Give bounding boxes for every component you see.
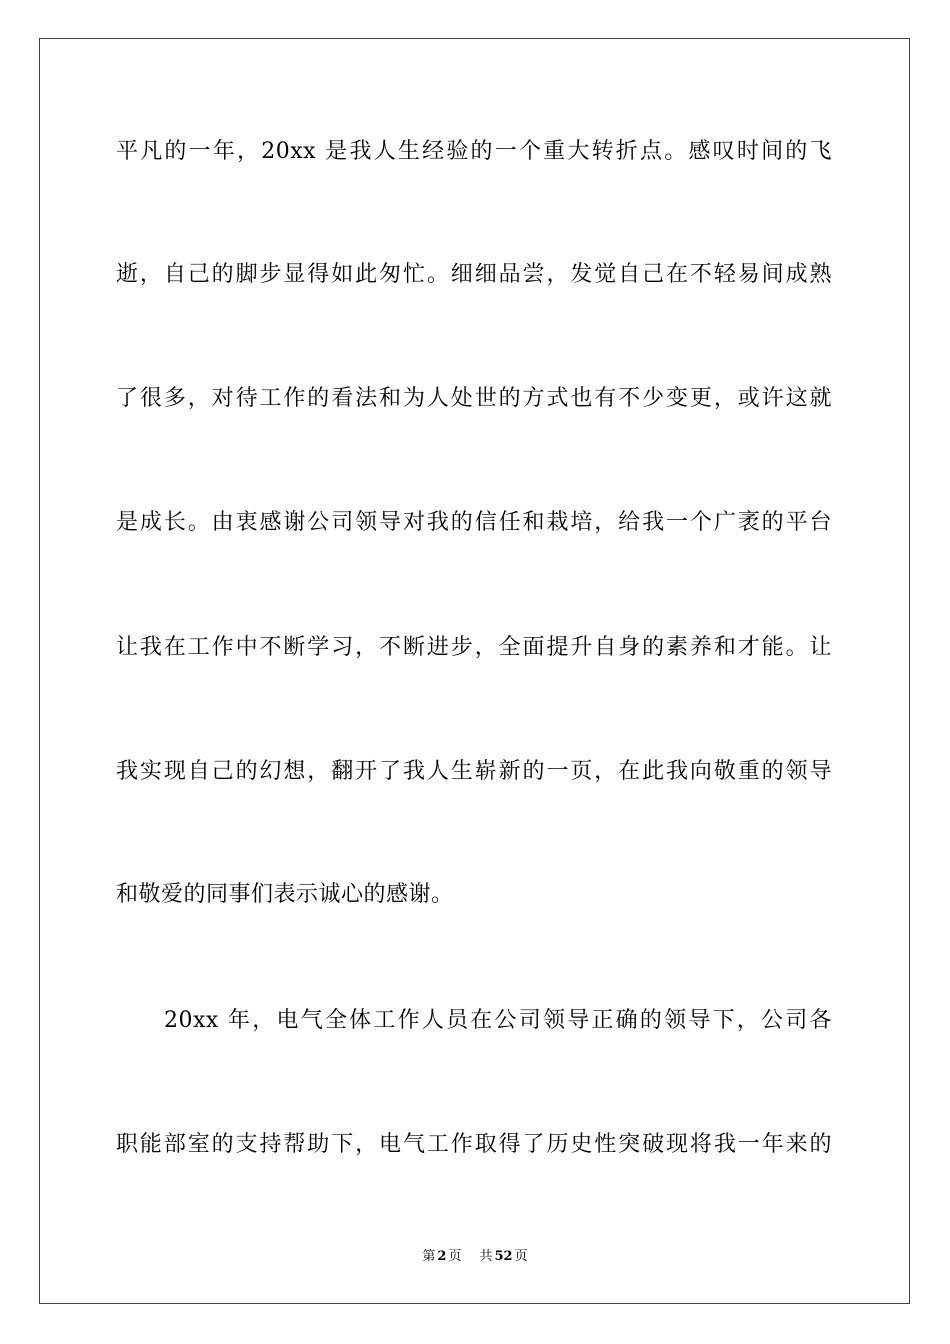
total-prefix: 共 [479, 1249, 493, 1264]
page-number: 2 [437, 1249, 447, 1264]
paragraph-2-line-1: 20xx 年，电气全体工作人员在公司领导正确的领导下，公司各 [164, 1008, 832, 1033]
page-footer [0, 1248, 950, 1266]
total-suffix: 页 [514, 1249, 528, 1264]
page-border [39, 38, 910, 1304]
paragraph-line-5: 让我在工作中不断学习，不断进步，全面提升自身的素养和才能。让 [116, 635, 832, 660]
total-pages: 52 [494, 1249, 513, 1264]
paragraph-2-line-2: 职能部室的支持帮助下，电气工作取得了历史性突破现将我一年来的 [116, 1132, 832, 1157]
paragraph-line-3: 了很多，对待工作的看法和为人处世的方式也有不少变更，或许这就 [116, 386, 832, 411]
page-prefix: 第 [422, 1249, 436, 1264]
page-suffix: 页 [448, 1249, 462, 1264]
paragraph-line-7: 和敬爱的同事们表示诚心的感谢。 [116, 882, 454, 907]
paragraph-line-6: 我实现自己的幻想，翻开了我人生崭新的一页，在此我向敬重的领导 [116, 759, 832, 784]
paragraph-line-1: 平凡的一年，20xx 是我人生经验的一个重大转折点。感叹时间的飞 [116, 139, 832, 164]
paragraph-line-2: 逝，自己的脚步显得如此匆忙。细细品尝，发觉自己在不轻易间成熟 [116, 262, 832, 287]
paragraph-line-4: 是成长。由衷感谢公司领导对我的信任和栽培，给我一个广袤的平台 [116, 510, 832, 535]
